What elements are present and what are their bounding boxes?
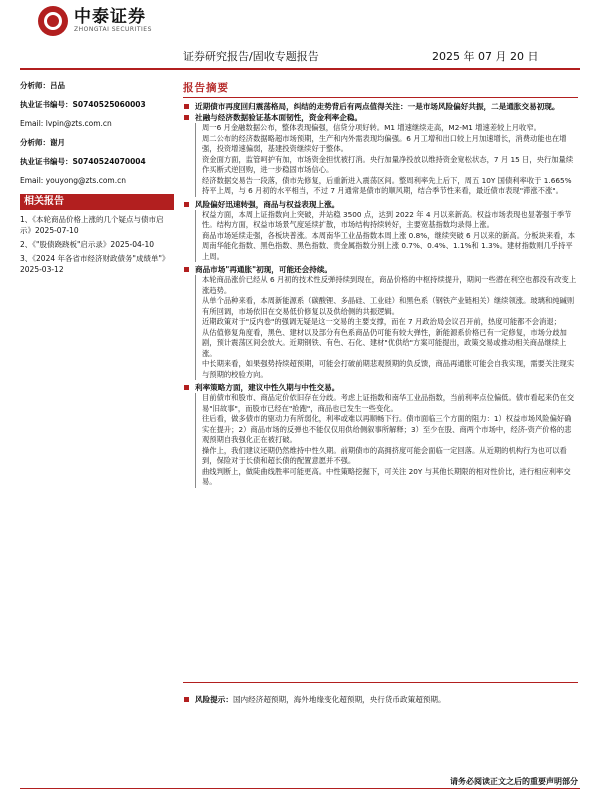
summary-bullet: 近期债市再度回归震荡格局，纠结的走势背后有两点值得关注：一是市场风险偏好共振，二是通胀交易初现。 — [183, 101, 578, 112]
cert-label: 执业证书编号： — [20, 157, 73, 166]
related-report-item[interactable]: 1、《本轮商品价格上涨的几个疑点与债市启示》2025-07-10 — [20, 215, 164, 235]
sidebar — [20, 80, 180, 278]
analyst-block-1 — [20, 80, 180, 130]
risk-divider — [183, 682, 578, 683]
logo-english-name: ZHONGTAI SECURITIES — [74, 26, 152, 33]
detail-paragraph: 往后看，做多债市的驱动力有所弱化，利率或难以再顺畅下行。债市面临三个方面的阻力：1）权益市场风险偏好确实在提升；2）商品市场的反弹也不能仅仅用供给侧叙事所解释；3）至少在股、商两个市场中，经济-资产价格的悲观预期自我强化正在被打破。 — [202, 414, 572, 444]
detail-paragraph: 曲线判断上，做陡曲线胜率可能更高。中性策略挖掘下，可关注 20Y 与其他长期限的相对性价比，进行相应利率交易。 — [202, 466, 571, 486]
summary-title: 报告摘要 — [183, 80, 578, 98]
related-reports-list — [20, 214, 172, 275]
analyst-email[interactable]: lvpin@zts.com.cn — [45, 119, 112, 128]
cert-number: S0740524070004 — [72, 157, 146, 166]
bullet-details — [195, 210, 578, 263]
summary-bullet: 风险偏好迅速转强，商品与权益表现上涨。 — [183, 199, 578, 210]
email-label: Email: — [20, 176, 44, 185]
analyst-role: 分析师： — [20, 138, 50, 147]
cert-label: 执业证书编号： — [20, 100, 73, 109]
detail-paragraph: 资金面方面，监管呵护有加，市场资金担忧被打消。央行加量净投放以维持资金宽松状态，7 月 15 日，央行加量续作买断式逆回购，进一步稳固市场信心。 — [202, 154, 574, 174]
page-header — [0, 0, 600, 70]
footer-disclaimer: 请务必阅读正文之后的重要声明部分 — [450, 777, 578, 786]
analyst-block-2 — [20, 137, 180, 187]
detail-paragraph: 操作上，我们建议还期仍然维持中性久期。前期债市的高拥挤度可能会面临一定回落。从近期的机构行为也可以看到，保险对于长债和超长债的配置意愿并不强。 — [202, 445, 567, 465]
logo-chinese-name: 中泰证券 — [74, 7, 146, 27]
risk-label: 风险提示： — [195, 695, 233, 704]
report-date: 2025 年 07 月 20 日 — [432, 50, 539, 63]
bullet-details — [195, 393, 578, 488]
footer-divider — [20, 788, 580, 789]
related-reports-title: 相关报告 — [20, 194, 174, 210]
detail-paragraph: 经济数据交易告一段落，债市先修复，后重新进入震荡区间。整周利率先上后下，周五 10Y 国债利率收于 1.665%持平上周，与 6 月初的水平相当，不过 7 月通常是债市的顺风期，结合季节性来看，最近债市表现"滞涨不涨"。 — [202, 175, 572, 195]
bullet-details — [195, 123, 578, 197]
detail-paragraph: 近期政策对于"反内卷"的强调无疑是这一交易的主要支撑，而在 7 月政治局会议召开前，热度可能都不会消退； — [202, 317, 561, 326]
analyst-name: 谢月 — [50, 138, 65, 147]
email-label: Email: — [20, 119, 44, 128]
detail-paragraph: 从单个品种来看，本周新能源系（碳酸锂、多晶硅、工业硅）和黑色系（钢铁产业链相关）继续领涨。玻璃和纯碱则有所回调，市场依旧在交易低价修复以及供给侧的共振逻辑。 — [202, 296, 575, 316]
detail-paragraph: 从估值修复角度看，黑色、建材以及部分有色系商品仍可能有较大弹性，新能源系价格已有一定修复，市场分歧加剧，预计震荡区间会放大。近期钢铁、有色、石化、建材"优供给"方案可能提出，政策交易或推动相关商品继续上涨。 — [202, 327, 567, 358]
detail-paragraph: 本轮商品涨价已经从 6 月初的技术性反弹持续到现在，商品价格的中枢持续提升，期间一些潜在利空也都没有改变上涨趋势。 — [202, 275, 577, 295]
header-divider — [20, 68, 580, 70]
report-summary — [183, 80, 578, 488]
detail-paragraph: 权益方面，本周上证指数向上突破，并站稳 3500 点，达到 2022 年 4 月以来新高。权益市场表现也显著强于季节性。结构方面，权益市场景气度延续扩散，市场结构持续转好，主要宽基指数均录得上涨。 — [202, 209, 572, 229]
detail-paragraph: 目前债市和股市、商品定价依旧存在分歧。考虑上证指数和南华工业品指数，当前利率点位偏低。债市看起来仍在交易"旧故事"，而股市已经在"抢跑"，商品也已发生一些变化。 — [202, 393, 575, 413]
cert-number: S0740525060003 — [72, 100, 146, 109]
analyst-email[interactable]: youyong@zts.com.cn — [45, 176, 127, 185]
summary-bullet: 利率策略方面，建议中性久期与中性交易。 — [183, 382, 578, 393]
risk-text: 国内经济超预期，海外地缘变化超预期，央行货币政策超预期。 — [232, 695, 446, 704]
detail-paragraph: 周一6 月金融数据公布，整体表现偏强，信贷分项好转。M1 增速继续走高，M2-M1 增速差较上月收窄。 — [202, 123, 541, 132]
analyst-role: 分析师： — [20, 81, 50, 90]
related-report-item[interactable]: 2、《"股债跷跷板"启示录》2025-04-10 — [20, 240, 155, 249]
summary-bullet: 社融与经济数据验证基本面韧性，资金利率企稳。 — [183, 112, 578, 123]
detail-paragraph: 周二公布的经济数据略超市场预期，生产和内外需表现均偏强。6 月工增和出口较上月加速增长，消费动能也在增强，投资增速偏弱，基建投资继续好于整体。 — [202, 133, 567, 153]
bullet-details — [195, 275, 578, 380]
detail-paragraph: 中长期来看，如果强势持续超预期，可能会打破前期悲观预期的负反馈，商品再通胀可能会自我实现，需要关注现实与预期的校验方向。 — [202, 359, 575, 379]
related-report-item[interactable]: 3、《2024 年各省市经济财政债务"成绩单"》2025-03-12 — [20, 254, 170, 274]
logo-icon — [38, 6, 68, 36]
risk-warning — [183, 694, 590, 705]
summary-bullet: 商品市场"再通胀"初现，可能还会持续。 — [183, 264, 578, 275]
company-logo — [38, 6, 152, 36]
detail-paragraph: 商品市场延续走强，各板块普涨。本周南华工业品指数本周上涨 0.8%，继续突破 6 月以来的新高。分板块来看，本周南华能化指数、黑色指数、黑色指数、贵金属指数分别上涨 0.7%、0.4%、1.1%和 1.3%。建材指数则几乎持平上周。 — [202, 230, 576, 261]
analyst-name: 吕品 — [50, 81, 65, 90]
report-type: 证券研究报告/固收专题报告 — [183, 50, 319, 63]
